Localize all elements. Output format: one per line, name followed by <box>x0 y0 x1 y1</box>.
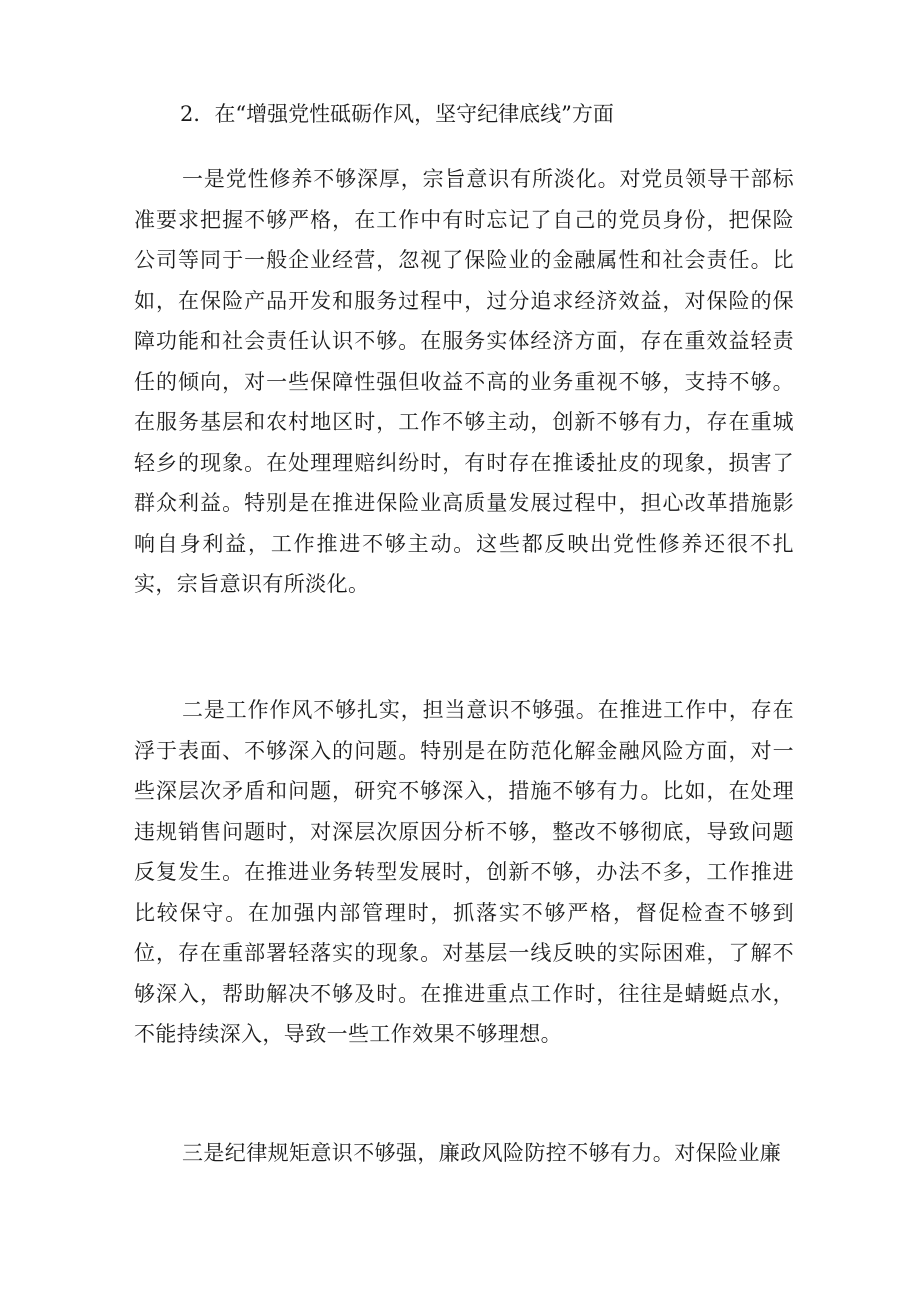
paragraph-work-style: 二是工作作风不够扎实，担当意识不够强。在推进工作中，存在浮于表面、不够深入的问题。特别是在防范化解金融风险方面，对一些深层次矛盾和问题，研究不够深入，措施不够有力。比如，在处理违规销售问题时，对深层次原因分析不够，整改不够彻底，导致问题反复发生。在推进业务转型发展时，创新不够，办法不多，工作推进比较保守。在加强内部管理时，抓落实不够严格，督促检查不够到位，存在重部署轻落实的现象。对基层一线反映的实际困难，了解不够深入，帮助解决不够及时。在推进重点工作时，往往是蜻蜓点水，不能持续深入，导致一些工作效果不够理想。 <box>134 698 794 1046</box>
section-heading: 2．在“增强党性砥砺作风，坚守纪律底线”方面 <box>180 102 614 126</box>
paragraph-discipline: 三是纪律规矩意识不够强，廉政风险防控不够有力。对保险业廉 <box>182 1141 782 1165</box>
paragraph-party-spirit: 一是党性修养不够深厚，宗旨意识有所淡化。对党员领导干部标准要求把握不够严格，在工作中有时忘记了自己的党员身份，把保险公司等同于一般企业经营，忽视了保险业的金融属性和社会责任。比如，在保险产品开发和服务过程中，过分追求经济效益，对保险的保障功能和社会责任认识不够。在服务实体经济方面，存在重效益轻责任的倾向，对一些保障性强但收益不高的业务重视不够，支持不够。在服务基层和农村地区时，工作不够主动，创新不够有力，存在重城轻乡的现象。在处理理赔纠纷时，有时存在推诿扯皮的现象，损害了群众利益。特别是在推进保险业高质量发展过程中，担心改革措施影响自身利益，工作推进不够主动。这些都反映出党性修养还很不扎实，宗旨意识有所淡化。 <box>134 167 794 596</box>
